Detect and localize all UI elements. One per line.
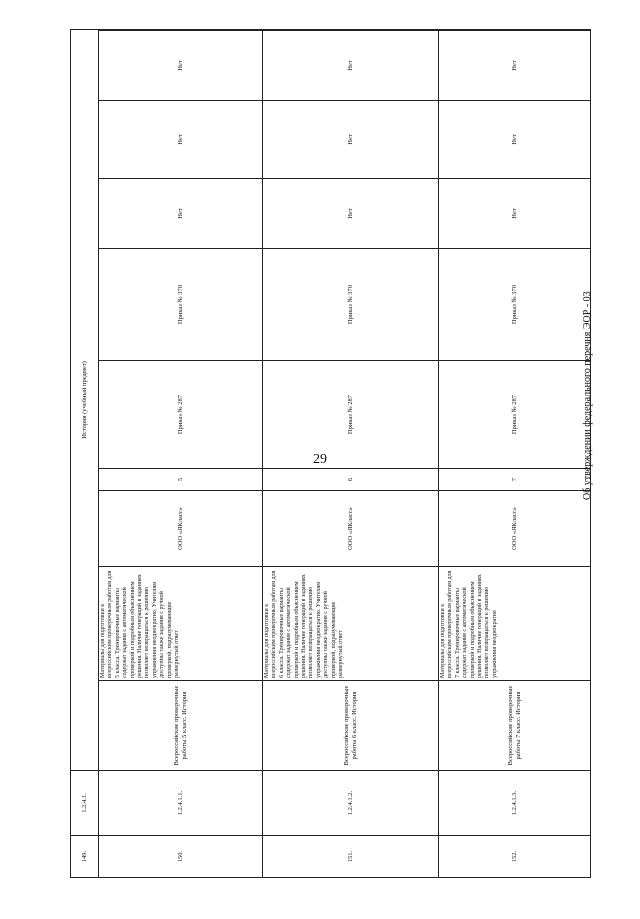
table-row	[263, 29, 439, 877]
row-name: Всероссийские проверочные работы 5 класс. История	[99, 681, 263, 771]
row-order-1: Приказ № 287	[439, 361, 591, 469]
row-col-b: Нет	[439, 101, 591, 179]
section-number: 149.	[71, 836, 99, 878]
row-org: ООО «ЯКласс»	[439, 491, 591, 567]
row-term	[263, 29, 439, 30]
eor-table	[70, 29, 591, 878]
page-number: 29	[313, 452, 327, 467]
row-name: Всероссийские проверочные работы 7 класс. История	[439, 681, 591, 771]
row-col-c: Нет	[99, 31, 263, 101]
row-col-a: Нет	[263, 179, 439, 249]
row-code: 1.2.4.1.3.	[439, 771, 591, 836]
row-grade: 7	[439, 469, 591, 491]
row-materials: Материалы для подготовки к всероссийским проверочным работам для 7 класса. Тренировочные варианты содержат задания с автоматической проверкой и подробным объяснением решения. Наличие генераций в заданиях позволяет возвращаться к решению упражнения неоднократно	[439, 567, 591, 681]
row-col-b: Нет	[263, 101, 439, 179]
table-row	[99, 29, 263, 877]
row-order-1: Приказ № 287	[99, 361, 263, 469]
row-term	[99, 29, 263, 30]
row-number: 150.	[99, 836, 263, 878]
row-order-2: Приказ № 370	[99, 249, 263, 361]
row-org: ООО «ЯКласс»	[99, 491, 263, 567]
row-number: 152.	[439, 836, 591, 878]
table-row	[439, 29, 591, 877]
footer-note: Об утверждении федерального перечня ЭОР - 03	[582, 291, 593, 500]
row-materials: Материалы для подготовки к всероссийским проверочным работам для 6 класса. Тренировочные варианты содержат задания с автоматической проверкой и подробным объяснением решения. Наличие генераций в заданиях позволяет возвращаться к решению упражнения неоднократно. Учителям доступны также задания с ручной проверкой, подразумевающие развернутый ответ	[263, 567, 439, 681]
row-grade: 5	[99, 469, 263, 491]
row-order-2: Приказ № 370	[439, 249, 591, 361]
rotated-table-container	[70, 30, 590, 878]
row-order-1: Приказ № 287	[263, 361, 439, 469]
row-col-a: Нет	[439, 179, 591, 249]
row-materials: Материалы для подготовки к всероссийским проверочным работам для 5 класса. Тренировочные варианты содержат задания с автоматической проверкой и подробным объяснением решения. Наличие генераций в заданиях позволяет возвращаться к решению упражнения неоднократно. Учителям доступны также задания с ручной проверкой, подразумевающие развернутый ответ	[99, 567, 263, 681]
row-col-c: Нет	[439, 31, 591, 101]
row-col-c: Нет	[263, 31, 439, 101]
row-number: 151.	[263, 836, 439, 878]
row-code: 1.2.4.1.2.	[263, 771, 439, 836]
row-order-2: Приказ № 370	[263, 249, 439, 361]
row-code: 1.2.4.1.1.	[99, 771, 263, 836]
row-name: Всероссийские проверочные работы 6 класс. История	[263, 681, 439, 771]
row-term	[439, 29, 591, 30]
section-title: История (учебный предмет)	[71, 29, 99, 770]
row-grade: 6	[263, 469, 439, 491]
row-col-a: Нет	[99, 179, 263, 249]
row-col-b: Нет	[99, 101, 263, 179]
section-code: 1.2.4.1.	[71, 771, 99, 836]
section-row	[71, 29, 99, 877]
row-org: ООО «ЯКласс»	[263, 491, 439, 567]
